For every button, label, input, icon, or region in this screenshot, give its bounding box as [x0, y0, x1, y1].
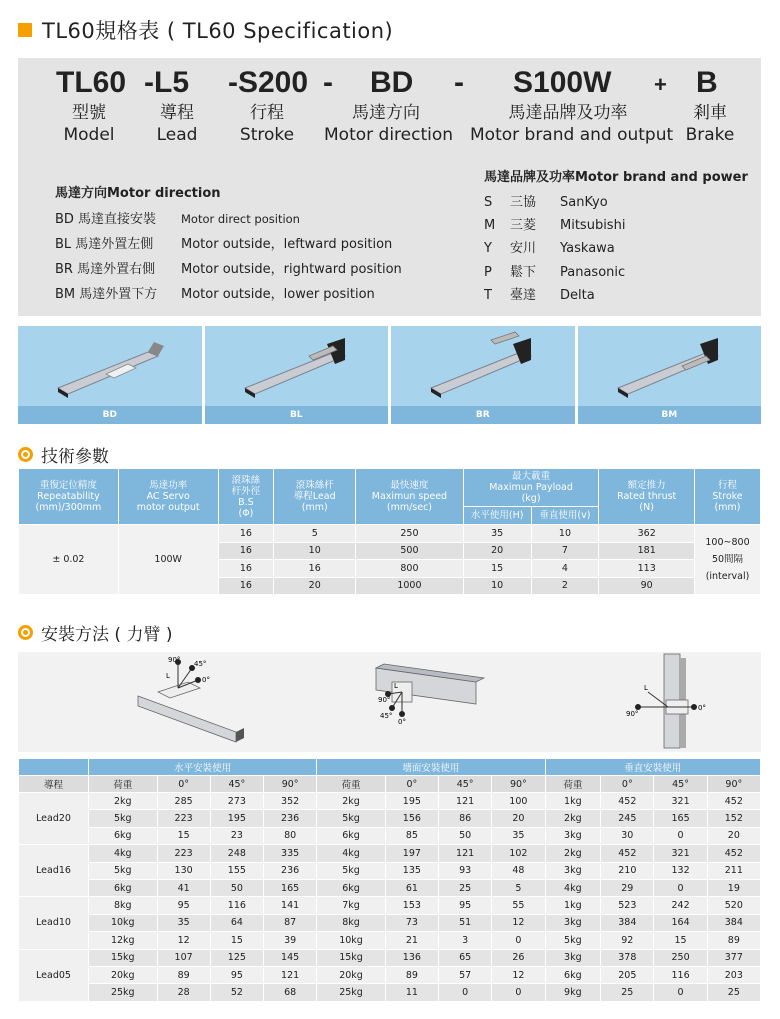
th-stroke: 行程 Stroke (mm)	[695, 469, 761, 525]
label-stroke: 行程 Stroke	[239, 103, 295, 145]
th-vertical: 垂直安裝使用	[545, 759, 761, 776]
brand-row: T 臺達 Delta	[484, 288, 595, 303]
code-motor: S100W	[513, 66, 612, 99]
direction-image-bm	[578, 326, 762, 424]
wall-mount-diagram	[376, 664, 484, 726]
table-row: 6kg 15 23 80 6kg 85 50 35 3kg 30 0 20	[19, 827, 761, 844]
code-direction: BD	[370, 66, 414, 99]
direction-row: BD 馬達直接安裝 Motor direct position	[55, 212, 300, 227]
svg-text:L: L	[644, 684, 648, 692]
table-row: 16 10 500 20 7 181	[19, 542, 761, 560]
bullet-ring-icon	[18, 447, 33, 462]
table-row: Lead10 8kg 95 116 141 7kg 153 95 55 1kg 523 242 520	[19, 897, 761, 914]
bullet-ring-icon	[18, 625, 33, 640]
svg-text:L: L	[166, 672, 170, 680]
direction-row: BL 馬達外置左側 Motor outside，leftward position	[55, 237, 393, 252]
actuator-br-icon	[391, 326, 574, 406]
vertical-mount-diagram	[626, 654, 706, 748]
th-payload-v: 垂直使用(v)	[531, 507, 599, 525]
actuator-bd-icon	[18, 326, 201, 406]
spec-panel	[18, 58, 761, 316]
direction-image-br	[391, 326, 575, 424]
svg-text:90°: 90°	[168, 656, 181, 664]
table-row: Lead20 2kg 285 273 352 2kg 195 121 100 1kg 452 321 452	[19, 793, 761, 810]
actuator-bl-icon	[205, 326, 388, 406]
label-lead: 導程 Lead	[156, 103, 198, 145]
table-row: 16 16 800 15 4 113	[19, 560, 761, 578]
mount-diagrams	[18, 652, 761, 752]
direction-image-bl	[205, 326, 389, 424]
lead-cell: Lead05	[19, 949, 89, 1001]
direction-row: BM 馬達外置下方 Motor outside，lower position	[55, 287, 375, 302]
lead-cell: Lead10	[19, 897, 89, 949]
th-thrust: 額定推力 Rated thrust (N)	[599, 469, 695, 525]
title-square-icon	[18, 23, 32, 37]
lead-cell: Lead16	[19, 845, 89, 897]
code-dash-1: -	[323, 66, 333, 99]
th-payload-h: 水平使用(H)	[463, 507, 531, 525]
th-lead: 滾珠絲杆 導程Lead (mm)	[274, 469, 356, 525]
th-speed: 最快速度 Maximun speed (mm/sec)	[356, 469, 464, 525]
direction-caption: BR	[391, 406, 575, 424]
table-row: 20kg 89 95 121 20kg 89 57 12 6kg 205 116 203	[19, 966, 761, 983]
brand-row: P 鬆下 Panasonic	[484, 265, 626, 280]
svg-text:0°: 0°	[398, 718, 406, 726]
mount-table: 水平安裝使用 墻面安裝使用 垂直安裝使用 導程 荷重 0° 45° 90° 荷重 0° 45° 90° 荷重 0° 45° 90° Lead20 2kg 285 273 352 2kg 195 121 100 1kg 452 321 452 5kg 223 195 236 5kg 156 86 20 2kg 245 165 152 6kg 15 23 80 6kg 85 50 35 3kg 30 0 20 Lead16 4kg 223 248 335 4kg 197 121 102 2kg 452 321 452 5kg 130 155 236 5kg 135 93 48 3kg 210 132 211 6kg 41 50 165 6kg 61 25 5 4kg 29 0 19 Lead10 8kg 95 116 141 7kg 153 95 55 1kg 523 242 520 10kg 35 64 87 8kg 73 51 12 3kg 384 164 384 12kg 12 15 39 10kg 21 3 0 5kg 92 15 89 Lead05 15kg 107 125 145 15kg 136 65 26 3kg 378 250 377 20kg 89 95 121 20kg 89 57 12 6kg 205 116 203 25kg 28 52 68 25kg 11 0 0 9kg 25 0 25	[18, 758, 761, 1002]
power-cell: 100W	[118, 525, 218, 595]
table-row: 25kg 28 52 68 25kg 11 0 0 9kg 25 0 25	[19, 984, 761, 1001]
code-model: TL60	[56, 66, 127, 99]
table-row: 5kg 130 155 236 5kg 135 93 48 3kg 210 132 211	[19, 862, 761, 879]
label-motor-brand: 馬達品牌及功率 Motor brand and output	[470, 103, 674, 145]
direction-images	[18, 326, 761, 424]
label-brake: 剎車 Brake	[685, 103, 735, 145]
tech-spec-table	[18, 468, 761, 595]
direction-caption: BD	[18, 406, 202, 424]
label-motor-direction: 馬達方向 Motor direction	[324, 103, 454, 145]
motor-brand-heading: 馬達品牌及功率Motor brand and power	[484, 170, 748, 185]
actuator-bm-icon	[578, 326, 761, 406]
tech-section-header: 技術參數	[18, 442, 109, 467]
code-lead: -L5	[144, 66, 189, 99]
svg-text:0°: 0°	[202, 676, 210, 684]
table-row: Lead16 4kg 223 248 335 4kg 197 121 102 2kg 452 321 452	[19, 845, 761, 862]
direction-caption: BL	[205, 406, 389, 424]
direction-image-bd	[18, 326, 202, 424]
svg-text:0°: 0°	[698, 704, 706, 712]
direction-row: BR 馬達外置右側 Motor outside，rightward position	[55, 262, 402, 277]
brand-row: Y 安川 Yaskawa	[484, 241, 615, 256]
svg-text:45°: 45°	[380, 712, 393, 720]
table-row: 16 20 1000 10 2 90	[19, 577, 761, 595]
code-brake: B	[696, 66, 718, 99]
svg-text:90°: 90°	[626, 710, 639, 718]
table-row: ± 0.02 100W 16 5 250 35 10 362 100~800 50間隔 (interval)	[19, 525, 761, 543]
th-horizontal: 水平安裝使用	[89, 759, 317, 776]
mount-section-header: 安裝方法 ( 力臂 )	[18, 620, 172, 645]
label-model: 型號 Model	[63, 103, 115, 145]
svg-text:90°: 90°	[378, 696, 391, 704]
table-row: 12kg 12 15 39 10kg 21 3 0 5kg 92 15 89	[19, 932, 761, 949]
table-row: Lead05 15kg 107 125 145 15kg 136 65 26 3kg 378 250 377	[19, 949, 761, 966]
direction-caption: BM	[578, 406, 762, 424]
code-stroke: -S200	[228, 66, 309, 99]
brand-row: M 三菱 Mitsubishi	[484, 218, 626, 233]
title-text: TL60規格表 ( TL60 Specification)	[42, 19, 394, 43]
code-dash-2: -	[454, 66, 464, 99]
svg-text:L: L	[394, 682, 398, 690]
page-title	[18, 16, 393, 44]
code-plus: +	[654, 72, 667, 97]
lead-cell: Lead20	[19, 793, 89, 845]
repeatability-cell: ± 0.02	[19, 525, 119, 595]
motor-direction-heading: 馬達方向Motor direction	[55, 186, 221, 201]
table-row: 10kg 35 64 87 8kg 73 51 12 3kg 384 164 384	[19, 914, 761, 931]
mount-diagram-icon	[18, 652, 761, 752]
table-row: 6kg 41 50 165 6kg 61 25 5 4kg 29 0 19	[19, 879, 761, 896]
th-power: 馬達功率 AC Servo motor output	[118, 469, 218, 525]
table-row: 5kg 223 195 236 5kg 156 86 20 2kg 245 165 152	[19, 810, 761, 827]
horizontal-mount-diagram	[138, 656, 244, 742]
th-payload: 最大載重 Maximun Payload (kg)	[463, 469, 599, 507]
stroke-cell: 100~800 50間隔 (interval)	[695, 525, 761, 595]
brand-row: S 三協 SanKyo	[484, 195, 608, 210]
svg-text:45°: 45°	[194, 660, 207, 668]
th-repeatability: 重復定位精度 Repeatability (mm)/300mm	[19, 469, 119, 525]
th-wall: 墻面安裝使用	[317, 759, 545, 776]
th-bs: 滾珠絲 杆外徑 B.S (Φ)	[218, 469, 274, 525]
